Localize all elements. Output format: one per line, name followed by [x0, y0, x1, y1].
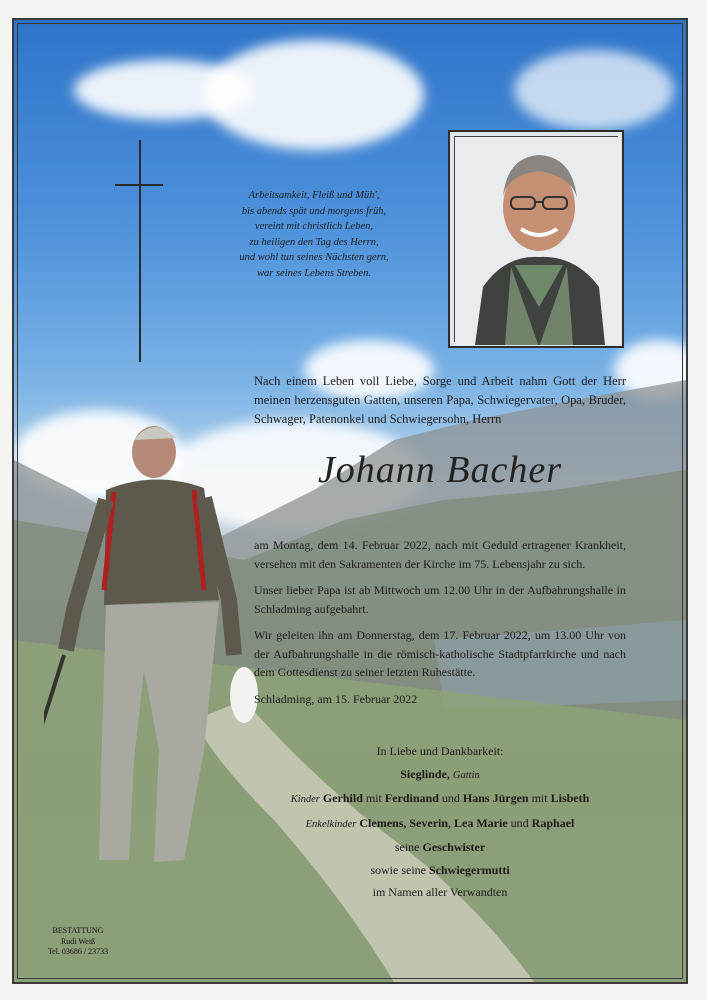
grandchildren-label: Enkelkinder: [305, 818, 357, 830]
child-name: Lisbeth: [550, 791, 590, 805]
connector: und: [510, 815, 529, 830]
undertaker-line: Rudi Weiß: [60, 936, 96, 946]
connector: mit: [365, 791, 382, 805]
obituary-card: [12, 18, 688, 984]
child-name: Hans Jürgen: [462, 791, 529, 805]
child-name: Ferdinand: [384, 791, 439, 805]
poem-line: zu heiligen den Tag des Herrn,: [249, 236, 379, 248]
poem: [214, 188, 414, 281]
place-date: Schladming, am 15. Februar 2022: [254, 691, 418, 706]
poem-line: war seines Lebens Streben.: [257, 267, 371, 279]
viewing-info: Unser lieber Papa ist ab Mittwoch um 12.00 Uhr in der Aufbahrungshalle in Schladming aufgebahrt.: [254, 583, 626, 616]
announcement-body: [254, 536, 626, 716]
mother-in-law-line: [254, 859, 626, 882]
closing-line: im Namen aller Verwandten: [372, 885, 508, 899]
undertaker-line: BESTATTUNG: [52, 926, 104, 935]
portrait-illustration: [455, 137, 621, 345]
siblings: Geschwister: [422, 840, 486, 854]
death-notice: am Montag, dem 14. Februar 2022, nach mit Geduld ertragener Krankheit, versehen mit den Sakramenten der Kirche im 75. Lebensjahr zu sich.: [254, 538, 626, 571]
cross-horizontal: [115, 184, 163, 186]
children-label: Kinder: [290, 794, 320, 805]
wife-name: Sieglinde,: [400, 766, 450, 781]
children-line: [254, 787, 626, 812]
portrait-photo: [448, 130, 624, 348]
child-name: Gerhild: [322, 791, 363, 805]
grandchildren-line: [254, 812, 626, 837]
family-heading: In Liebe und Dankbarkeit:: [376, 744, 504, 758]
funeral-info: Wir geleiten ihn am Donnerstag, dem 17. Februar 2022, um 13.00 Uhr von der Aufbahrungshalle in die römisch-katholische Stadtpfarrkirche und nach dem Gottesdienst zu seiner letzten Ruhestätte.: [254, 628, 626, 679]
undertaker-stamp: [36, 926, 120, 958]
poem-line: bis abends spät und morgens früh,: [241, 205, 387, 217]
connector: mit: [531, 791, 548, 805]
hiker-illustration: [44, 410, 274, 890]
siblings-line: [254, 836, 626, 859]
mother-in-law-prefix: sowie seine: [370, 862, 426, 877]
mother-in-law: Schwiegermutti: [429, 862, 510, 877]
connector: und: [441, 791, 460, 805]
wife-line: [254, 763, 626, 788]
wife-role: Gattin: [452, 769, 480, 781]
poem-line: Arbeitsamkeit, Fleiß und Müh',: [248, 190, 380, 201]
poem-line: und wohl tun seines Nächsten gern,: [239, 252, 389, 263]
siblings-prefix: seine: [394, 840, 420, 854]
deceased-name: Johann Bacher: [317, 449, 563, 491]
cross-vertical: [139, 140, 141, 362]
undertaker-line: Tel. 03686 / 23733: [47, 947, 109, 956]
mourners-list: [254, 740, 626, 904]
poem-line: vereint mit christlich Leben,: [254, 221, 373, 232]
grandchildren-names: Clemens, Severin, Lea Marie: [359, 815, 508, 830]
grandchild-name: Raphael: [531, 815, 575, 830]
intro-text: Nach einem Leben voll Liebe, Sorge und Arbeit nahm Gott der Herr meinen herzensguten Gatten, unseren Papa, Schwiegervater, Opa, Bruder, Schwager, Patenonkel und Schwiegersohn, Herrn: [254, 374, 626, 426]
